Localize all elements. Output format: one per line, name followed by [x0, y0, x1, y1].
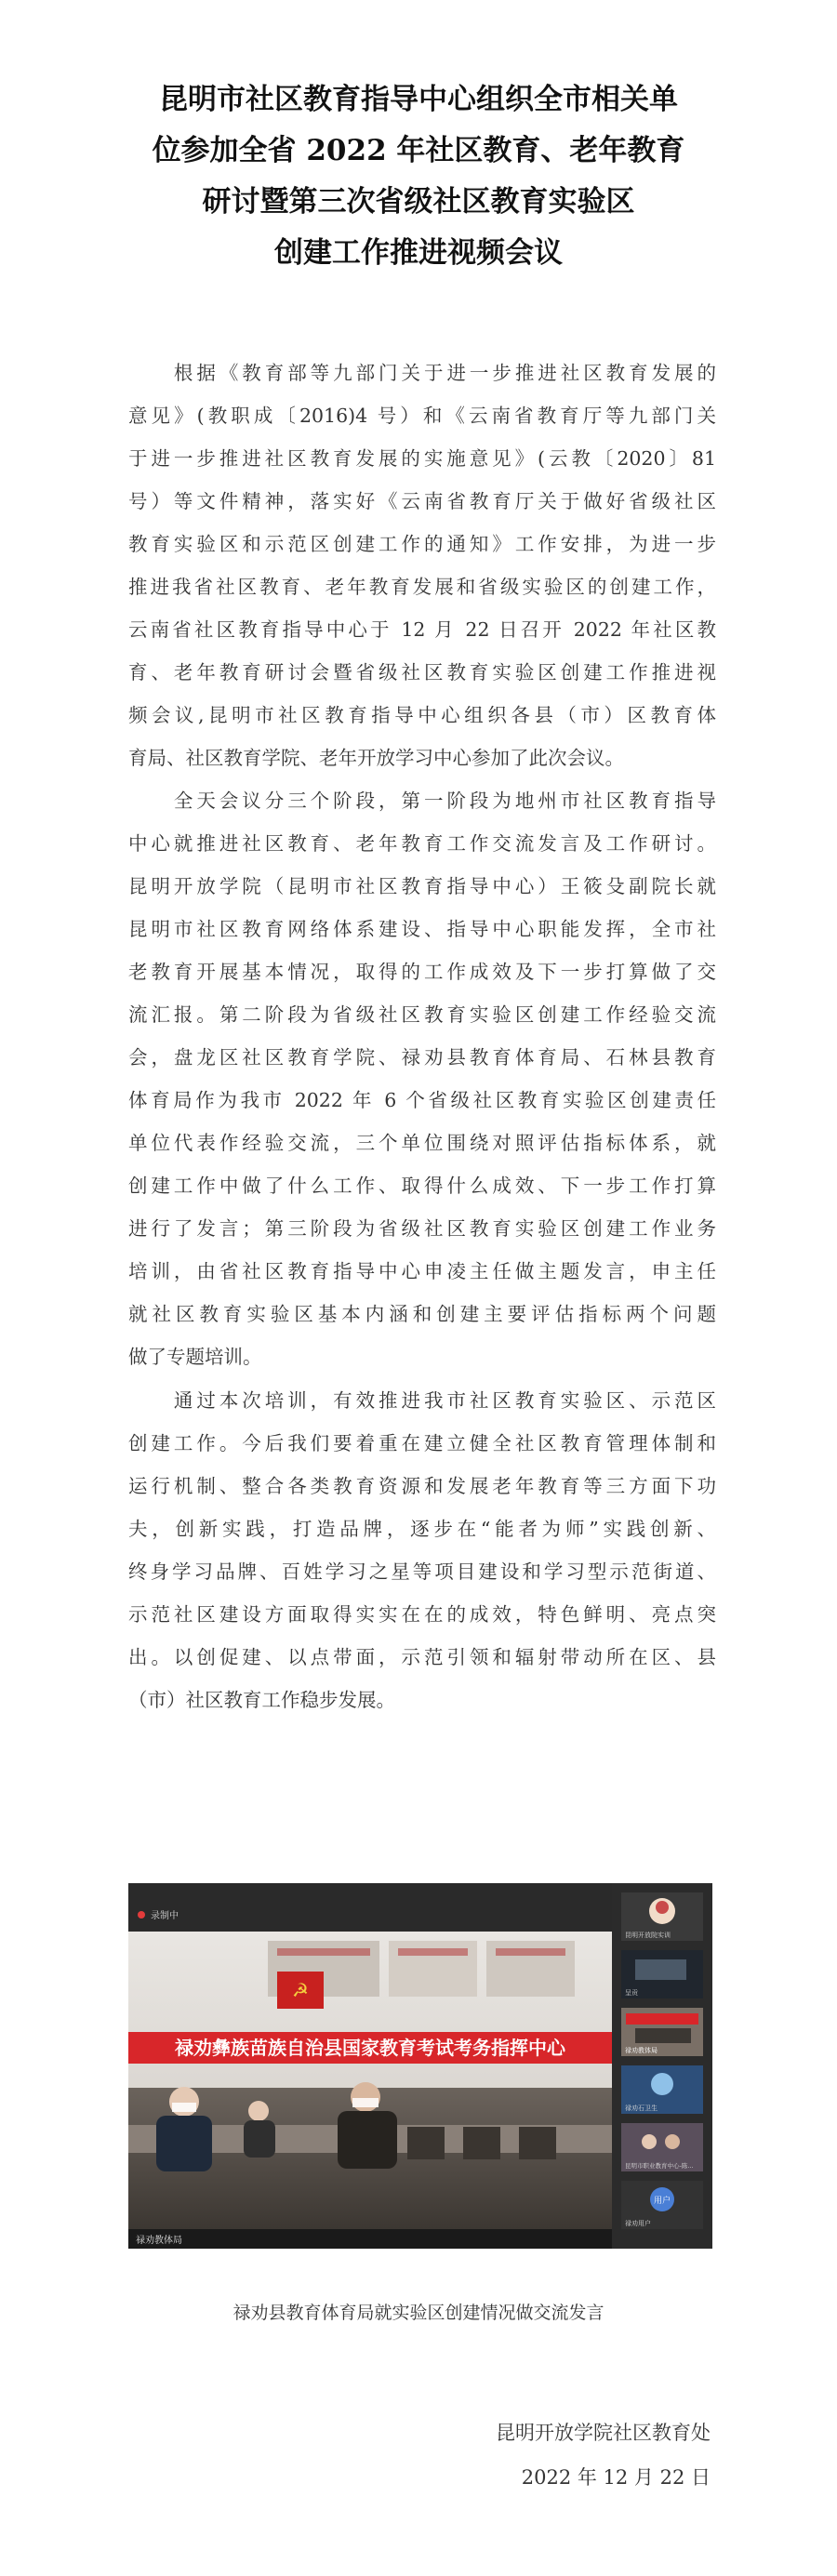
paragraph-line: 通过本次培训，有效推进我市社区教育实验区、示范区: [128, 1389, 716, 1412]
paragraph-line: 育、老年教育研讨会暨省级社区教育实验区创建工作推进视: [128, 661, 716, 684]
paragraph-line: 夫，创新实践，打造品牌，逐步在“能者为师”实践创新、: [128, 1518, 716, 1540]
paragraph-2: [128, 779, 716, 1378]
photo-caption: 禄劝县教育体育局就实验区创建情况做交流发言: [232, 2303, 604, 2323]
banner-text: 禄劝彝族苗族自治县国家教育考试考务指挥中心: [175, 2037, 565, 2059]
paragraph-line: 体育局作为我市 2022 年 6 个省级社区教育实验区创建责任: [128, 1089, 716, 1111]
paragraph-line: 于进一步推进社区教育发展的实施意见》(云教〔2020〕81: [128, 447, 716, 470]
participant-tile: [621, 2008, 703, 2056]
svg-text:禄劝用户: 禄劝用户: [625, 2220, 651, 2227]
participant-tile: [621, 2181, 703, 2229]
paragraph-line: 做了专题培训。: [128, 1346, 262, 1368]
paragraph-line: 创建工作。今后我们要着重在建立健全社区教育管理体制和: [128, 1432, 716, 1454]
paragraph-line: 全天会议分三个阶段，第一阶段为地州市社区教育指导: [128, 790, 716, 812]
paragraph-line: 出。以创促建、以点带面，示范引领和辐射带动所在区、县: [128, 1646, 716, 1668]
svg-text:用户: 用户: [653, 2197, 671, 2206]
paragraph-line: 昆明市社区教育网络体系建设、指导中心职能发挥，全市社: [128, 918, 716, 940]
title-line: 研讨暨第三次省级社区教育实验区: [202, 185, 635, 219]
signature-organization: 昆明开放学院社区教育处: [496, 2422, 711, 2444]
svg-text:呈贡: 呈贡: [625, 1989, 638, 1997]
paragraph-line: 昆明开放学院（昆明市社区教育指导中心）王筱殳副院长就: [128, 875, 716, 897]
paragraph-line: 运行机制、整合各类教育资源和发展老年教育等三方面下功: [128, 1475, 716, 1497]
paragraph-line: 号）等文件精神，落实好《云南省教育厅关于做好省级社区: [128, 490, 716, 512]
paragraph-line: 进行了发言；第三阶段为省级社区教育实验区创建工作业务: [128, 1217, 716, 1240]
paragraph-line: 根据《教育部等九部门关于进一步推进社区教育发展的: [128, 362, 716, 384]
paragraph-line: 流汇报。第二阶段为省级社区教育实验区创建工作经验交流: [128, 1003, 716, 1026]
svg-text:禄劝教体局: 禄劝教体局: [625, 2047, 658, 2054]
paragraph-line: 培训，由省社区教育指导中心申凌主任做主题发言，申主任: [128, 1260, 716, 1282]
room-icon: [635, 1959, 686, 1980]
paragraph-line: （市）社区教育工作稳步发展。: [128, 1689, 395, 1711]
paragraph-line: 单位代表作经验交流，三个单位围绕对照评估指标体系，就: [128, 1132, 716, 1154]
paragraph-line: 创建工作中做了什么工作、取得什么成效、下一步工作打算: [128, 1175, 716, 1197]
main-speaker-label: 禄劝教体局: [136, 2236, 182, 2246]
article-title: [84, 74, 753, 279]
paragraph-1: [128, 352, 716, 779]
sky-icon: [651, 2073, 673, 2095]
svg-text:☭: ☭: [292, 1979, 309, 2001]
svg-text:禄劝石卫生: 禄劝石卫生: [625, 2105, 658, 2112]
main-video: [128, 1932, 612, 2249]
paragraph-line: 推进我省社区教育、老年教育发展和省级实验区的创建工作，: [128, 576, 716, 598]
svg-text:昆明市职业教育中心-陈...: 昆明市职业教育中心-陈...: [625, 2162, 694, 2170]
paragraph-line: 教育实验区和示范区创建工作的通知》工作安排，为进一步: [128, 533, 716, 555]
paragraph-line: 云南省社区教育指导中心于 12 月 22 日召开 2022 年社区教: [128, 618, 716, 641]
participant-tile: [621, 2065, 703, 2114]
room-icon: [626, 2013, 698, 2025]
participant-tile: [621, 2123, 703, 2171]
participant-strip: [612, 1883, 712, 2249]
title-line: 创建工作推进视频会议: [274, 236, 563, 270]
participant-tile: [621, 1950, 703, 1998]
recording-dot-icon: [138, 1911, 145, 1919]
paragraph-3: [128, 1379, 716, 1721]
paragraph-line: 频会议,昆明市社区教育指导中心组织各县（市）区教育体: [128, 704, 716, 726]
paragraph-line: 终身学习品牌、百姓学习之星等项目建设和学习型示范街道、: [128, 1560, 716, 1583]
paragraph-line: 中心就推进社区教育、老年教育工作交流发言及工作研讨。: [128, 832, 716, 855]
people-icon: [642, 2134, 657, 2149]
participant-tile: [621, 1892, 703, 1941]
title-line: 昆明市社区教育指导中心组织全市相关单: [159, 83, 678, 116]
video-conference-photo: [128, 1883, 712, 2249]
title-line: 位参加全省 2022 年社区教育、老年教育: [152, 134, 685, 167]
paragraph-line: 会，盘龙区社区教育学院、禄劝县教育体育局、石林县教育: [128, 1046, 716, 1069]
paragraph-line: 意见》(教职成〔2016)4 号）和《云南省教育厅等九部门关: [128, 405, 716, 427]
recording-label: 录制中: [151, 1911, 179, 1921]
paragraph-line: 就社区教育实验区基本内涵和创建主要评估指标两个问题: [128, 1303, 716, 1325]
paragraph-line: 育局、社区教育学院、老年开放学习中心参加了此次会议。: [128, 747, 624, 769]
paragraph-line: 老教育开展基本情况，取得的工作成效及下一步打算做了交: [128, 961, 716, 983]
signature-date: 2022 年 12 月 22 日: [521, 2466, 711, 2489]
paragraph-line: 示范社区建设方面取得实实在在的成效，特色鲜明、亮点突: [128, 1603, 716, 1626]
svg-text:昆明开放院实训: 昆明开放院实训: [625, 1932, 671, 1939]
